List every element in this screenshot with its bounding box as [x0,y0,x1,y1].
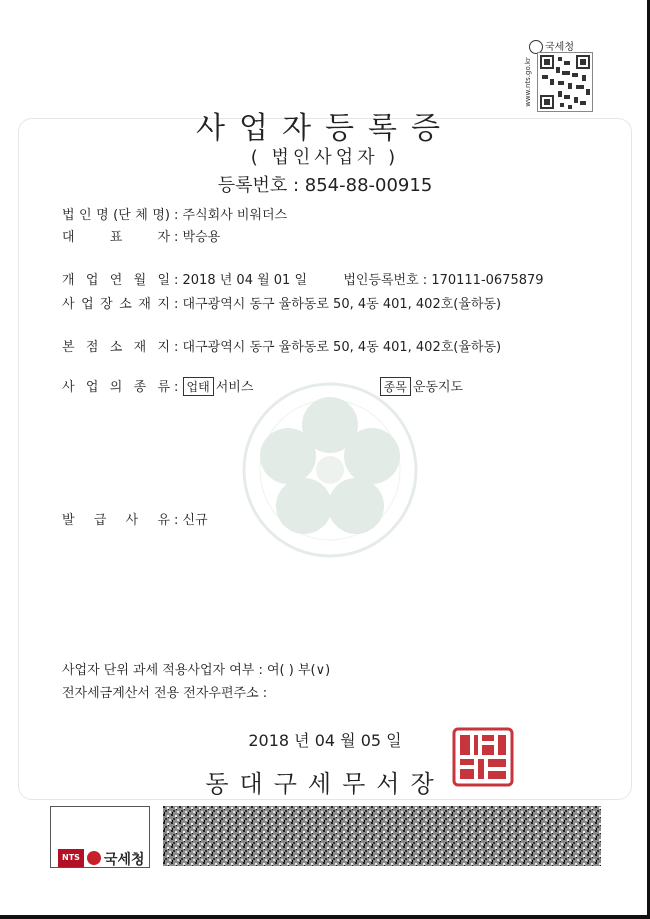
qr-agency-label: 국세청 [545,42,574,53]
document-title: 사업자등록증 [196,111,454,146]
scan-edge-bottom [0,915,650,919]
nts-agency-label: 국세청 [104,852,145,868]
issue-reason-label: 발 급 사 유 [62,513,170,528]
qr-url-text: www.nts.go.kr [523,57,532,107]
biz-category-value: 서비스 [215,380,254,395]
open-date-label: 개 업 연 월 일 [62,273,170,288]
qr-verification-block [523,38,593,112]
corp-name-value: 주식회사 비워더스 [182,208,288,223]
email-row: 전자세금계산서 전용 전자우편주소 : [62,686,268,701]
corp-reg-value: 170111-0675879 [431,273,544,288]
document-subtitle: ( 법인사업자 ) [250,147,400,168]
issue-date: 2018 년 04 월 05 일 [248,731,402,750]
hq-address-row: 본 점 소 재 지 : 대구광역시 동구 율하동로 50, 4동 401, 402호(율하동) [62,336,501,355]
corp-name-label: 법 인 명 (단 체 명) [62,208,170,223]
nts-footer-logo [58,849,158,869]
issue-reason-value: 신규 [182,513,208,528]
hq-address-value: 대구광역시 동구 율하동로 50, 4동 401, 402호(율하동) [182,340,502,355]
corp-reg-label: 법인등록번호 [343,273,419,288]
ceo-row: 대 표 자 : 박승용 [62,226,220,245]
biz-type-row: 사 업 의 종 류 : 업태 서비스 종목 운동지도 [62,376,463,396]
corp-name-row: 법 인 명 (단 체 명) : 주식회사 비워더스 [62,204,287,223]
open-date-row: 개 업 연 월 일 : 2018 년 04 월 01 일 법인등록번호 : 170111-0675879 [62,269,544,288]
nts-flower-icon [87,851,101,865]
biz-item-tag: 종목 [380,377,411,396]
hq-address-label: 본 점 소 재 지 [62,340,170,355]
issuing-office: 동대구세무서장 [205,770,445,798]
security-barcode-icon [163,806,601,866]
open-date-value: 2018 년 04 월 01 일 [182,273,308,288]
biz-type-label: 사 업 의 종 류 [62,380,170,395]
issue-reason-row: 발 급 사 유 : 신규 [62,509,208,528]
biz-address-row: 사 업 장 소 재 지 : 대구광역시 동구 율하동로 50, 4동 401, 402호(율하동) [62,293,501,312]
official-seal-icon [452,727,514,787]
biz-category-tag: 업태 [183,377,214,396]
biz-address-label: 사 업 장 소 재 지 [62,297,170,312]
unit-tax-row: 사업자 단위 과세 적용사업자 여부 : 여( ) 부(∨) [62,663,331,678]
biz-item-value: 운동지도 [412,380,464,395]
nts-emblem-watermark-icon [240,380,420,560]
registration-number: 등록번호 : 854-88-00915 [217,175,433,196]
nts-badge: NTS [58,849,84,867]
biz-address-value: 대구광역시 동구 율하동로 50, 4동 401, 402호(율하동) [182,297,502,312]
ceo-label: 대 표 자 [62,230,170,245]
ceo-value: 박승용 [182,230,221,245]
